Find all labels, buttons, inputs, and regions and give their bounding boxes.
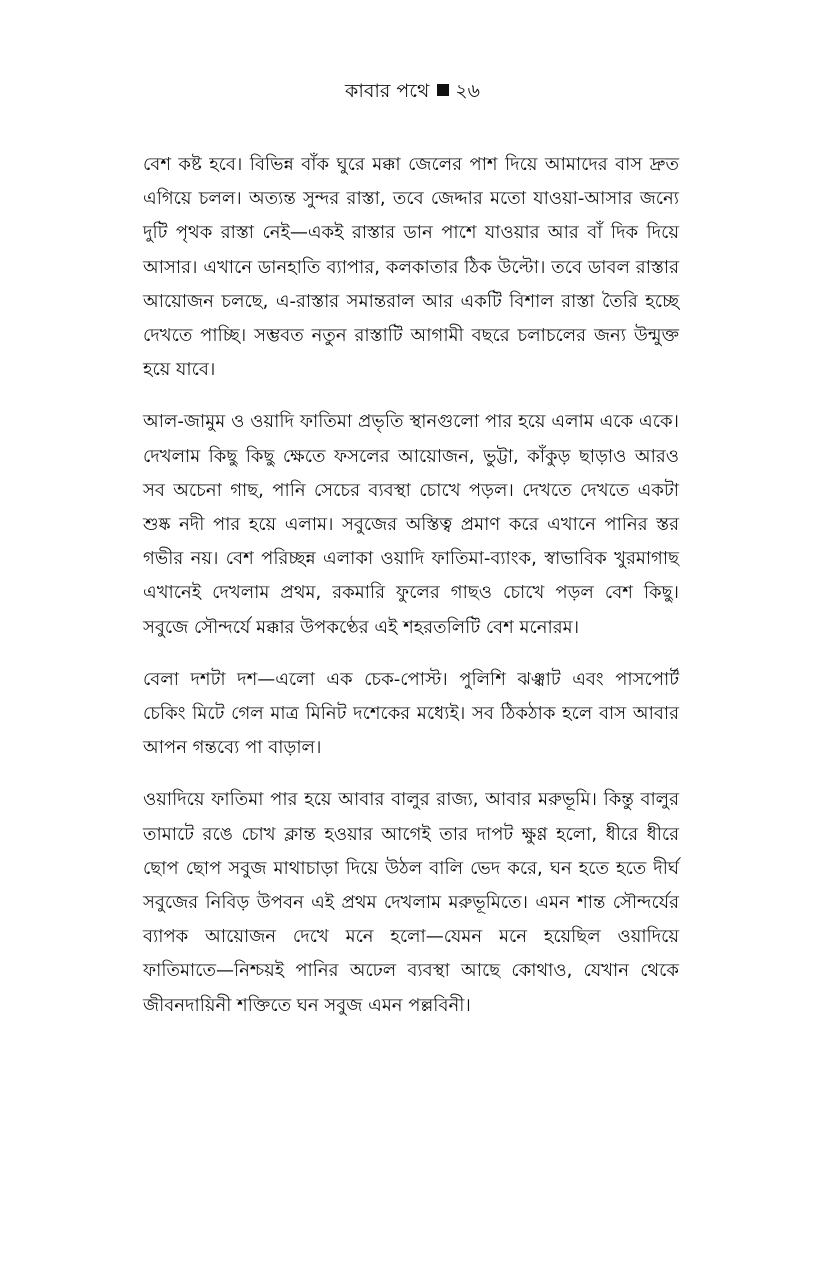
book-title: কাবার পথে <box>345 80 430 102</box>
body-text <box>143 148 679 1041</box>
paragraph-3: বেলা দশটা দশ—এলো এক চেক-পোস্ট। পুলিশি ঝঞ্ঝাট এবং পাসপোর্ট চেকিং মিটে গেল মাত্র মিনিট দশেকের মধ্যেই। সব ঠিকঠাক হলে বাস আবার আপন গন্তব্যে পা বাড়াল। <box>143 668 679 759</box>
paragraph-2: আল-জামুম ও ওয়াদি ফাতিমা প্রভৃতি স্থানগুলো পার হয়ে এলাম একে একে। দেখলাম কিছু কিছু ক্ষেতে ফসলের আয়োজন, ভুট্টা, কাঁকুড় ছাড়াও আরও সব অচেনা গাছ, পানি সেচের ব্যবস্থা চোখে পড়ল। দেখতে দেখতে একটা শুষ্ক নদী পার হয়ে এলাম। সবুজের অস্তিত্ব প্রমাণ করে এখানে পানির স্তর গভীর নয়। বেশ পরিচ্ছন্ন এলাকা ওয়াদি ফাতিমা-ব্যাংক, স্বাভাবিক খুরমাগাছ এখানেই দেখলাম প্রথম, রকমারি ফুলের গাছও চোখে পড়ল বেশ কিছু। সবুজে সৌন্দর্যে মক্কার উপকণ্ঠের এই শহরতলিটি বেশ মনোরম। <box>143 411 679 638</box>
square-bullet-icon <box>437 84 449 96</box>
running-header <box>0 76 825 106</box>
paragraph-4: ওয়াদিয়ে ফাতিমা পার হয়ে আবার বালুর রাজ্য, আবার মরুভূমি। কিন্তু বালুর তামাটে রঙে চোখ ক্লান্ত হওয়ার আগেই তার দাপট ক্ষুণ্ণ হলো, ধীরে ধীরে ছোপ ছোপ সবুজ মাথাচাড়া দিয়ে উঠল বালি ভেদ করে, ঘন হতে হতে দীর্ঘ সবুজের নিবিড় উপবন এই প্রথম দেখলাম মরুভূমিতে। এমন শান্ত সৌন্দর্যের ব্যাপক আয়োজন দেখে মনে হলো—যেমন মনে হয়েছিল ওয়াদিয়ে ফাতিমাতে—নিশ্চয়ই পানির অঢেল ব্যবস্থা আছে কোথাও, যেখান থেকে জীবনদায়িনী শক্তিতে ঘন সবুজ এমন পল্লবিনী। <box>143 789 679 1016</box>
page-number: ২৬ <box>455 80 480 102</box>
paragraph-1: বেশ কষ্ট হবে। বিভিন্ন বাঁক ঘুরে মক্কা জেলের পাশ দিয়ে আমাদের বাস দ্রুত এগিয়ে চলল। অত্যন্ত সুন্দর রাস্তা, তবে জেদ্দার মতো যাওয়া-আসার জন্যে দুটি পৃথক রাস্তা নেই—একই রাস্তার ডান পাশে যাওয়ার আর বাঁ দিক দিয়ে আসার। এখানে ডানহাতি ব্যাপার, কলকাতার ঠিক উল্টো। তবে ডাবল রাস্তার আয়োজন চলছে, এ-রাস্তার সমান্তরাল আর একটি বিশাল রাস্তা তৈরি হচ্ছে দেখতে পাচ্ছি। সম্ভবত নতুন রাস্তাটি আগামী বছরে চলাচলের জন্য উন্মুক্ত হয়ে যাবে। <box>143 154 679 381</box>
